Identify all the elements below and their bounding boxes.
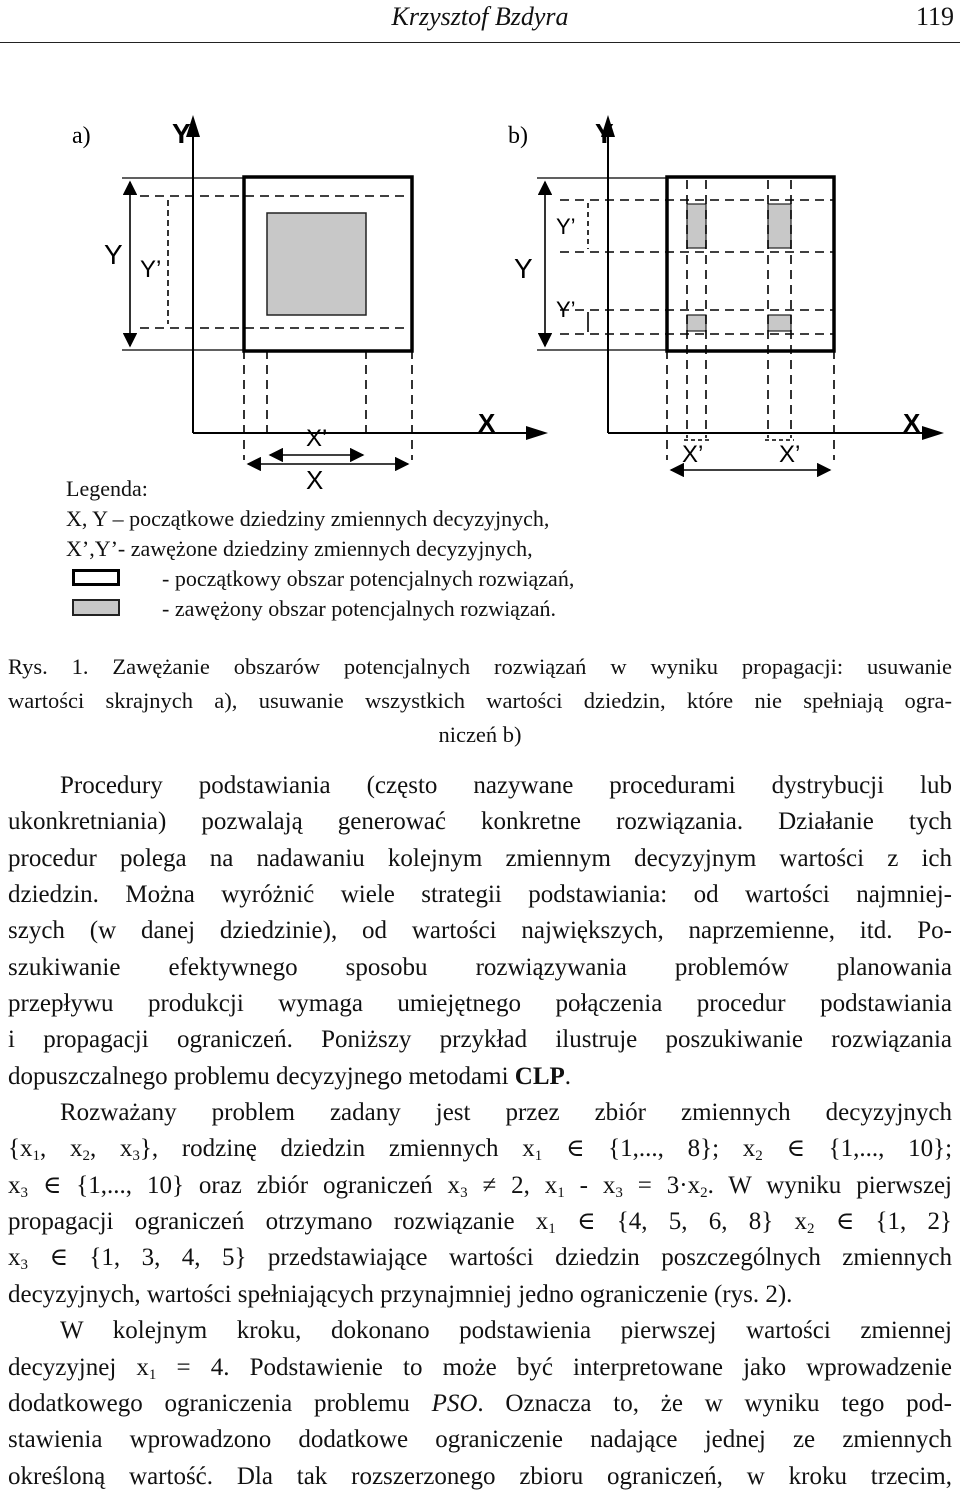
panel-b-y-dim-label: Y — [514, 253, 533, 284]
sub: 3 — [460, 1184, 468, 1201]
p1-last-period: . — [564, 1062, 572, 1090]
t: = 4. Podstawienie to może być interpretowane jako wprowadzenie — [156, 1353, 952, 1381]
running-author: Krzysztof Bzdyra — [391, 2, 569, 31]
t: = 3·x — [622, 1171, 701, 1199]
t: ∈ {4, 5, 6, 8} x — [555, 1208, 808, 1236]
panel-a-label: a) — [72, 123, 91, 149]
pso-term: PSO — [431, 1389, 478, 1417]
t: x — [8, 1244, 21, 1272]
panel-a-y-axis-label: Y — [172, 118, 191, 149]
sub: 1 — [534, 1148, 543, 1165]
t: ∈ {1,..., 10}; — [762, 1135, 953, 1163]
p1-line: dziedzin. Można wyróżnić wiele strategii podstawiania: od wartości najmniej- — [8, 881, 952, 909]
sub: 1 — [32, 1148, 40, 1165]
p2-line-domains — [8, 1240, 952, 1276]
p1-line: szukiwanie efektywnego sposobu rozwiązywania problemów planowania — [8, 953, 952, 981]
t: x — [8, 1171, 21, 1199]
sub: 2 — [755, 1148, 763, 1165]
t: propagacji ograniczeń otrzymano rozwiązanie x — [8, 1208, 549, 1236]
t: }, rodzinę dziedzin zmiennych x — [139, 1135, 535, 1163]
panel-b-narrowed-area-3 — [687, 315, 706, 331]
p3-line-pso — [8, 1386, 952, 1422]
p3-line: stawienia wprowadzono dodatkowe ograniczenie nadające jednej ze zmiennych — [8, 1426, 952, 1454]
panel-b-narrowed-area-1 — [687, 204, 706, 248]
t: decyzyjnej x — [8, 1353, 149, 1381]
sub: 1 — [148, 1366, 157, 1383]
panel-a-y-prime-label: Y’ — [140, 256, 162, 283]
p3-line-substitution — [8, 1350, 952, 1386]
sub: 3 — [132, 1148, 140, 1165]
empty-rectangle-icon — [72, 569, 120, 586]
t: - x — [564, 1171, 616, 1199]
panel-a-y-dim-label: Y — [104, 239, 123, 270]
caption-line-2: wartości skrajnych a), usuwanie wszystkich wartości dziedzin, które nie spełniają ogra- — [8, 688, 952, 713]
p3-line: W kolejnym kroku, dokonano podstawienia pierwszej wartości zmiennej — [60, 1317, 952, 1345]
p1-line: procedur polega na nadawaniu kolejnym zmiennym decyzyjnym wartości z ich — [8, 844, 952, 872]
t: {x — [8, 1135, 33, 1163]
body-text — [8, 768, 952, 1495]
t: ≠ 2, x — [467, 1171, 558, 1199]
p1-line: przepływu produkcji wymaga umiejętnego połączenia procedur podstawiania — [8, 990, 952, 1018]
p1-line: ukonkretniania) pozwalają generować konkretne rozwiązania. Działanie tych — [8, 808, 952, 836]
figure-caption — [8, 650, 952, 752]
panel-a — [72, 115, 548, 494]
sub: 1 — [548, 1221, 556, 1238]
panel-a-x-axis-label: X — [478, 408, 496, 438]
panel-b-y-prime-label-1: Y’ — [556, 214, 576, 239]
legend-row-initial-area — [66, 564, 574, 594]
t: . Oznacza to, że w wyniku tego pod- — [477, 1389, 952, 1417]
p1-line: i propagacji ograniczeń. Poniższy przykład ilustruje poszukiwanie rozwiązania — [8, 1026, 952, 1054]
panel-b-x-arrowhead — [922, 426, 944, 440]
legend-line-initial-area: - początkowy obszar potencjalnych rozwiązań, — [162, 566, 575, 591]
t: ∈ {1,..., 10} oraz zbiór ograniczeń x — [28, 1171, 461, 1199]
panel-b-label: b) — [508, 123, 528, 149]
p2-line-constraints — [8, 1168, 952, 1204]
sub: 1 — [557, 1184, 565, 1201]
panel-b-x-prime-label-2: X’ — [779, 441, 801, 468]
page-header — [0, 0, 960, 44]
t: ∈ {1, 2} — [814, 1208, 952, 1236]
panel-a-x-prime-label: X’ — [306, 425, 328, 452]
page-number: 119 — [915, 2, 954, 31]
legend-line-narrowed-area: - zawężony obszar potencjalnych rozwiązań. — [162, 596, 556, 621]
caption-line-1: Rys. 1. Zawężanie obszarów potencjalnych rozwiązań w wyniku propagacji: usuwanie — [8, 654, 952, 679]
panel-b-y-prime-label-2: Y’ — [556, 297, 576, 322]
t: , x — [40, 1135, 83, 1163]
p2-line: Rozważany problem zadany jest przez zbiór zmiennych decyzyjnych — [60, 1099, 952, 1127]
panel-b-y-axis-label: Y — [595, 118, 614, 149]
figure-legend — [66, 474, 574, 624]
panel-a-x-arrowhead — [526, 426, 548, 440]
t: ∈ {1,..., 8}; x — [542, 1135, 756, 1163]
panel-b — [508, 115, 944, 470]
p2-line-variables — [8, 1131, 952, 1167]
sub: 3 — [20, 1257, 28, 1274]
figure-domain-narrowing — [0, 44, 960, 494]
p1-line: szych (w danej dziedzinie), od wartości największych, naprzemienne, itd. Po- — [8, 917, 952, 945]
panel-b-narrowed-area-4 — [768, 315, 791, 331]
sub: 2 — [807, 1221, 815, 1238]
panel-b-x-prime-label-1: X’ — [682, 441, 704, 468]
panel-b-x-axis-label: X — [903, 408, 921, 438]
header-rule — [0, 42, 960, 43]
legend-title: Legenda: — [66, 476, 148, 501]
sub: 3 — [20, 1184, 28, 1201]
filled-gray-rectangle-icon — [72, 599, 120, 616]
panel-a-narrowed-area — [267, 213, 366, 315]
p3-line: określoną wartość. Dla tak rozszerzonego zbioru ograniczeń, w kroku trzecim, — [8, 1462, 952, 1490]
p2-line-propagation — [8, 1204, 952, 1240]
t: . W wyniku pierwszej — [707, 1171, 952, 1199]
caption-line-3: niczeń b) — [438, 722, 522, 747]
p2-line: decyzyjnych, wartości spełniających przynajmniej jedno ograniczenie (rys. 2). — [8, 1280, 793, 1308]
sub: 3 — [615, 1184, 623, 1201]
clp-term: CLP — [514, 1062, 565, 1090]
sub: 2 — [82, 1148, 90, 1165]
p1-line-last — [8, 1059, 952, 1095]
legend-row-narrowed-area — [66, 594, 574, 624]
legend-line-initial-domains: X, Y – początkowe dziedziny zmiennych decyzyjnych, — [66, 506, 550, 531]
legend-line-narrowed-domains: X’,Y’- zawężone dziedziny zmiennych decyzyjnych, — [66, 536, 533, 561]
panel-a-x-dim-label: X — [306, 465, 324, 494]
panel-b-narrowed-area-2 — [768, 204, 791, 248]
t: , x — [89, 1135, 133, 1163]
p1-last-text: dopuszczalnego problemu decyzyjnego metodami — [8, 1062, 515, 1090]
p1-line: Procedury podstawiania (często nazywane procedurami dystrybucji lub — [60, 772, 952, 799]
t: ∈ {1, 3, 4, 5} przedstawiające wartości dziedzin poszczególnych zmiennych — [28, 1244, 952, 1272]
sub: 2 — [700, 1184, 708, 1201]
t: dodatkowego ograniczenia problemu — [8, 1389, 432, 1417]
